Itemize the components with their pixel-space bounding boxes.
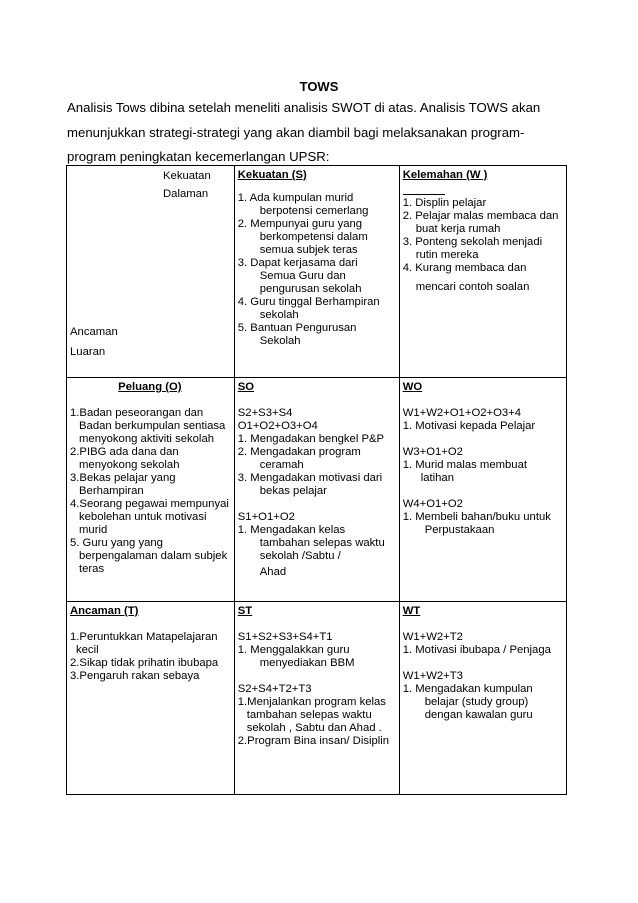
intro-line: Analisis Tows dibina setelah meneliti analisis SWOT di atas. Analisis TOWS akan [67, 100, 541, 115]
strategy-code: S2+S3+S4 [237, 407, 293, 419]
st-cell [234, 602, 399, 795]
strategy-code: S2+S4+T2+T3 [237, 683, 312, 695]
list-item: 3. Dapat kerjasama dari Semua Guru dan pengurusan sekolah [237, 257, 362, 295]
document-title: TOWS [299, 79, 339, 94]
list-item-continuation: mencari contoh soalan [415, 281, 530, 293]
strengths-cell [234, 166, 399, 378]
underline-blank [403, 182, 445, 195]
list-item: 3. Ponteng sekolah menjadi rutin mereka [402, 236, 543, 261]
st-heading: ST [237, 605, 253, 617]
wt-cell [399, 602, 566, 795]
strategy-code: W1+W2+T2 [402, 631, 463, 643]
list-item: 1.Menjalankan program kelas tambahan selepas waktu sekolah , Sabtu dan Ahad . [237, 696, 386, 734]
list-item: 5. Bantuan Pengurusan Sekolah [237, 322, 357, 347]
list-item: 4.Seorang pegawai mempunyai kebolehan untuk motivasi murid [70, 498, 229, 536]
intro-paragraph [67, 96, 567, 170]
list-item: 2. Mengadakan program ceramah [237, 446, 361, 471]
list-item: 3.Pengaruh rakan sebaya [70, 670, 200, 682]
corner-top-label: Kekuatan [163, 170, 211, 182]
intro-line: menunjukkan strategi-strategi yang akan diambil bagi melaksanakan program- [67, 124, 525, 140]
so-cell [234, 378, 399, 602]
tows-table [66, 165, 567, 795]
so-heading: SO [237, 381, 255, 393]
list-item: 2. Mempunyai guru yang berkompetensi dalam semua subjek teras [237, 218, 368, 256]
weaknesses-heading: Kelemahan (W ) [402, 169, 488, 181]
list-item: 3. Mengadakan motivasi dari bekas pelajar [237, 472, 383, 497]
list-item: 5. Guru yang yang berpengalaman dalam subjek teras [70, 537, 228, 575]
threats-cell [67, 602, 235, 795]
list-item: 2.Program Bina insan/ Disiplin [237, 735, 390, 747]
list-item: 1. Mengadakan kumpulan belajar (study group) dengan kawalan guru [402, 683, 533, 721]
list-item: 4. Guru tinggal Berhampiran sekolah [237, 296, 380, 321]
strategy-code: W1+W2+T3 [402, 670, 463, 682]
strategy-code: W3+O1+O2 [402, 446, 463, 458]
strategy-code: W4+O1+O2 [402, 498, 463, 510]
list-item: 1.Badan peseorangan dan Badan berkumpulan sentiasa menyokong aktiviti sekolah [70, 407, 226, 445]
corner-cell [67, 166, 235, 378]
corner-bottom-label: Ancaman [70, 326, 118, 338]
table-row [67, 166, 567, 378]
list-item-continuation: Ahad [259, 566, 287, 578]
strategy-code: O1+O2+O3+O4 [237, 420, 318, 432]
wt-heading: WT [402, 605, 421, 617]
list-item: 1. Motivasi kepada Pelajar [402, 420, 536, 432]
list-item: 1. Ada kumpulan murid berpotensi cemerlang [237, 192, 369, 217]
list-item: 2.Sikap tidak prihatin ibubapa [70, 657, 219, 669]
table-row [67, 602, 567, 795]
list-item: 1. Murid malas membuat latihan [402, 459, 527, 484]
opportunities-heading: Peluang (O) [118, 381, 182, 393]
weaknesses-cell [399, 166, 566, 378]
strategy-code: S1+O1+O2 [237, 511, 295, 523]
strengths-heading: Kekuatan (S) [237, 169, 307, 181]
list-item: 1.Peruntukkan Matapelajaran kecil [70, 631, 218, 656]
threats-heading: Ancaman (T) [70, 605, 139, 617]
corner-bottom-label: Luaran [70, 346, 106, 358]
list-item: 2.PIBG ada dana dan menyokong sekolah [70, 446, 180, 471]
strategy-code: S1+S2+S3+S4+T1 [237, 631, 333, 643]
list-item: 3.Bekas pelajar yang Berhampiran [70, 472, 176, 497]
list-item: 2. Pelajar malas membaca dan buat kerja rumah [402, 210, 559, 235]
opportunities-cell [67, 378, 235, 602]
strategy-code: W1+W2+O1+O2+O3+4 [402, 407, 522, 419]
wo-cell [399, 378, 566, 602]
list-item: 4. Kurang membaca dan [402, 262, 527, 274]
corner-top-label: Dalaman [163, 188, 209, 200]
wo-heading: WO [402, 381, 423, 393]
list-item: 1. Displin pelajar [402, 197, 487, 209]
list-item: 1. Motivasi ibubapa / Penjaga [402, 644, 551, 656]
table-row [67, 378, 567, 602]
list-item: 1. Mengadakan bengkel P&P [237, 433, 385, 445]
list-item: 1. Menggalakkan guru menyediakan BBM [237, 644, 355, 669]
list-item: 1. Membeli bahan/buku untuk Perpustakaan [402, 511, 551, 536]
intro-line: program peningkatan kecemerlangan UPSR: [67, 149, 330, 164]
list-item: 1. Mengadakan kelas tambahan selepas waktu sekolah /Sabtu / [237, 524, 385, 562]
